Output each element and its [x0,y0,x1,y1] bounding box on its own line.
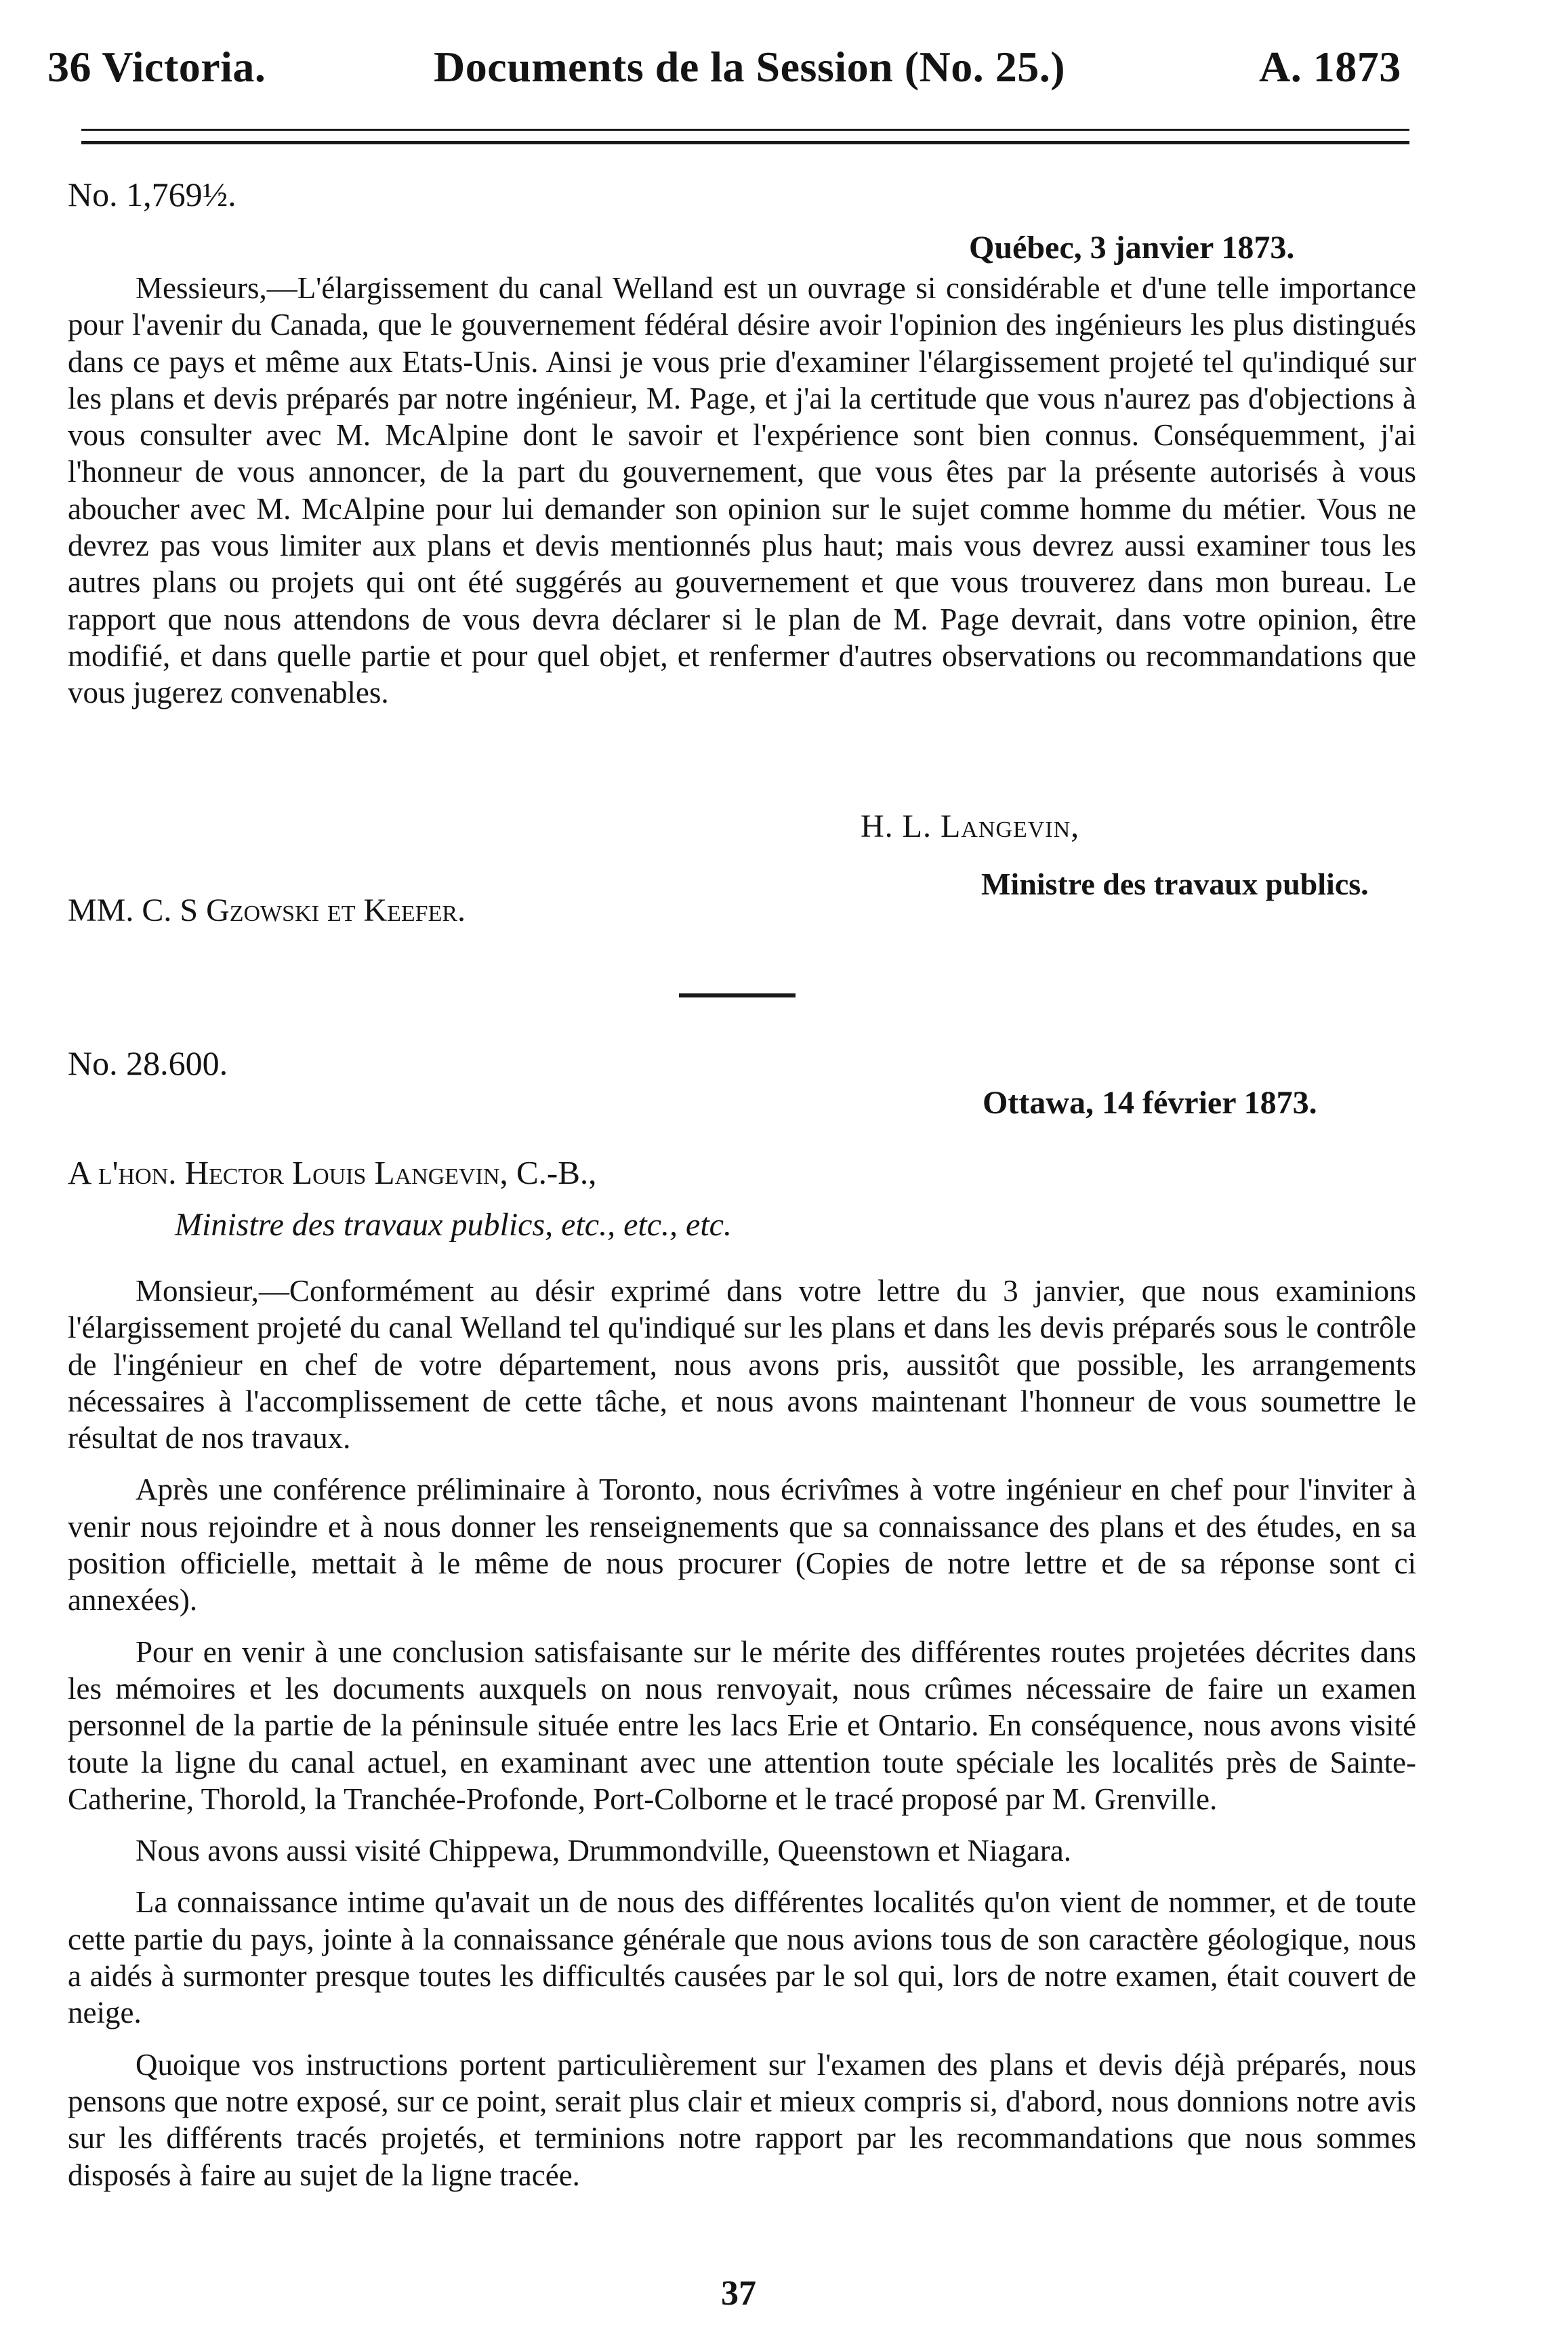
letter2-addressee-line: A l'hon. Hector Louis Langevin, C.-B., [68,1154,597,1191]
letter2-paragraph: Pour en venir à une conclusion satisfaisante sur le mérite des différentes routes projetées décrites dans les mémoires et les documents auxquels on nous renvoyait, nous crûmes nécessaire de faire un examen personnel de la partie de la péninsule située entre les lacs Erie et Ontario. En conséquence, nous avons visité toute la ligne du canal actuel, en examinant avec une attention toute spéciale les localités près de Sainte-Catherine, Thorold, la Tranchée-Profonde, Port-Colborne et le tracé proposé par M. Grenville. [68,1634,1416,1816]
letter2-addressee [68,1153,596,1192]
letter1-reference: No. 1,769½. [68,176,236,213]
header-right: A. 1873 [1259,43,1401,91]
letter2-addressee-title: Ministre des travaux publics, etc., etc., etc. [175,1207,732,1243]
letter1-paragraph: Messieurs,—L'élargissement du canal Welland est un ouvrage si considérable et d'une telle importance pour l'avenir du Canada, que le gouvernement fédéral désire avoir l'opinion des ingénieurs les plus distingués dans ce pays et même aux Etats-Unis. Ainsi je vous prie d'examiner l'élargissement projeté tel qu'indiqué sur les plans et devis préparés par notre ingénieur, M. Page, et j'ai la certitude que vous n'aurez pas d'objections à vous consulter avec M. McAlpine dont le savoir et l'expérience sont bien connus. Conséquemment, j'ai l'honneur de vous annoncer, de la part du gouvernement, que vous êtes par la présente autorisés à vous aboucher avec M. McAlpine pour lui demander son opinion sur le sujet comme homme du métier. Vous ne devrez pas vous limiter aux plans et devis mentionnés plus haut; mais vous devrez aussi examiner tous les autres plans ou projets qui ont été suggérés au gouvernement et que vous trouverez dans mon bureau. Le rapport que nous attendons de vous devra déclarer si le plan de M. Page devrait, dans votre opinion, être modifié, et dans quelle partie et pour quel objet, et renfermer d'autres observations ou recommandations que vous jugerez convenables. [68,271,1416,710]
letter2-paragraph: Nous avons aussi visité Chippewa, Drummondville, Queenstown et Niagara. [136,1834,1072,1868]
letter2-dateline: Ottawa, 14 février 1873. [983,1085,1317,1121]
letter2-paragraph: Monsieur,—Conformément au désir exprimé dans votre lettre du 3 janvier, que nous examinions l'élargissement projeté du canal Welland tel qu'indiqué sur les plans et dans les devis préparés sous le contrôle de l'ingénieur en chef de votre département, nous avons pris, aussitôt que possible, les arrangements nécessaires à l'accomplissement de cette tâche, et nous avons maintenant l'honneur de vous soumettre le résultat de nos travaux. [68,1274,1416,1456]
letter1-addressees: MM. C. S Gzowski et Keefer. [68,892,466,928]
header-center: Documents de la Session (No. 25.) [434,43,1066,91]
letter2-paragraph: Après une conférence préliminaire à Toronto, nous écrivîmes à votre ingénieur en chef pour l'inviter à venir nous rejoindre et à nous donner les renseignements que sa connaissance des plans et des études, en sa position officielle, mettait à le même de nous procurer (Copies de notre lettre et de sa réponse sont ci annexées). [68,1472,1416,1617]
letter1-dateline: Québec, 3 janvier 1873. [969,230,1295,266]
header-left: 36 Victoria. [47,43,266,91]
letter1-signature-title: Ministre des travaux publics. [981,867,1369,901]
letter2-paragraph: La connaissance intime qu'avait un de nous des différentes localités qu'on vient de nommer, et de toute cette partie du pays, jointe à la connaissance générale que nous avions tous de son caractère géologique, nous a aidés à surmonter presque toutes les difficultés causées par le sol qui, lors de notre examen, était couvert de neige. [68,1885,1416,2030]
section-divider [679,993,796,997]
page-number: 37 [721,2274,756,2313]
letter2-paragraph: Quoique vos instructions portent particulièrement sur l'examen des plans et devis déjà préparés, nous pensons que notre exposé, sur ce point, serait plus clair et mieux compris si, d'abord, nous donnions notre avis sur les différents tracés projetés, et terminions notre rapport par les recommandations que nous sommes disposés à faire au sujet de la ligne tracée. [68,2047,1416,2192]
letter1-body [68,270,1416,712]
letter2-body [68,1273,1416,2193]
header-rule-thick [81,141,1409,144]
header-rule-thin [81,129,1409,131]
letter1-signature-name: H. L. Langevin, [861,808,1080,844]
letter2-reference: No. 28.600. [68,1044,228,1082]
